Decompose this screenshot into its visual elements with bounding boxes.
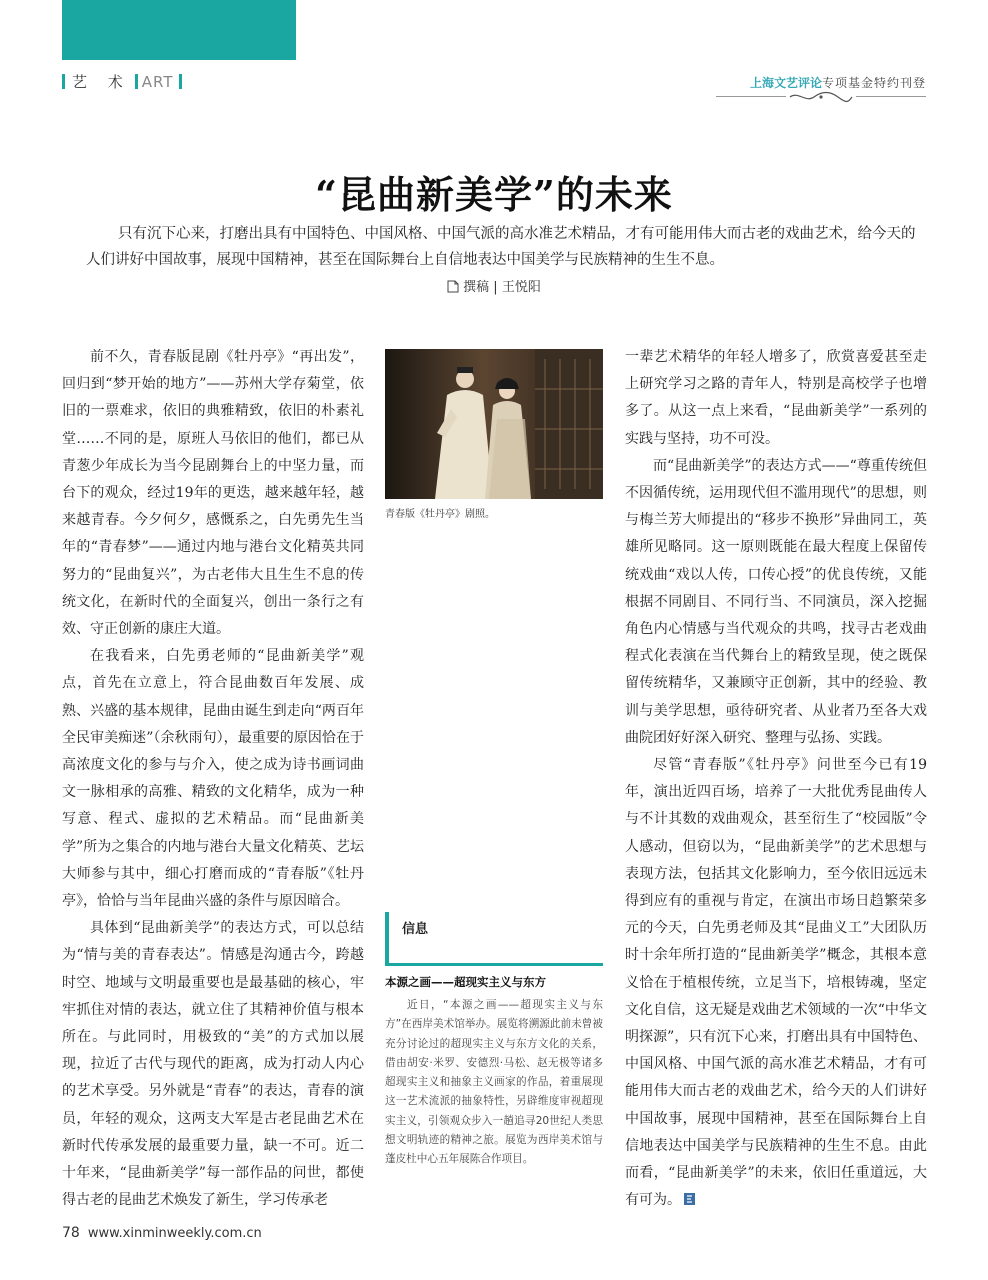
- section-tag: [62, 71, 182, 92]
- section-label-en: ART: [141, 73, 174, 91]
- ornament-icon: [786, 90, 856, 104]
- left-column: [62, 344, 364, 1215]
- info-body: 近日，“本源之画——超现实主义与东方”在西岸美术馆举办。展览将溯源此前未曾被充分讨论过的超现实主义与东方文化的关系，借由胡安·米罗、安德烈·马松、赵无极等诸多超现实主义和抽象主义画家的作品，着重展现这一艺术流派的抽象特性，另辟维度审视超现实主义，引领观众步入一趟追寻20世纪人类思想文明轨迹的精神之旅。展览为西岸美术馆与蓬皮杜中心五年展陈合作项目。: [385, 999, 603, 1166]
- info-box: [385, 912, 603, 1166]
- article-lead: 只有沉下心来，打磨出具有中国特色、中国风格、中国气派的高水准艺术精品，才有可能用伟大而古老的戏曲艺术，给今天的人们讲好中国故事，展现中国精神，甚至在国际舞台上自信地表达中国美学与民族精神的生生不息。: [86, 226, 916, 268]
- stage-photo: [385, 349, 603, 499]
- sponsor-banner: [716, 74, 926, 91]
- body-paragraph: 具体到“昆曲新美学”的表达方式，可以总结为“情与美的青春表达”。情感是沟通古今，跨越时空、地域与文明最重要也是最基础的核心，牢牢抓住对情的表达，就立住了其精神价值与根本所在。与此同时，用极致的“美”的方式加以展现，拉近了古代与现代的距离，成为打动人内心的艺术享受。另外就是“青春”的表达，青春的演员，年轻的观众，这两支大军是古老昆曲艺术在新时代传承发展的最重要力量，缺一不可。近二十年来，“昆曲新美学”每一部作品的问世，都使得古老的昆曲艺术焕发了新生，学习传承老: [62, 920, 364, 1209]
- page-number: 78: [62, 1225, 80, 1241]
- byline-label: 撰稿: [463, 280, 490, 295]
- end-mark-icon: [684, 1193, 695, 1205]
- byline: [0, 276, 988, 295]
- section-label-zh: 艺 术: [72, 73, 131, 91]
- body-paragraph: [625, 752, 927, 1214]
- section-bar: [62, 74, 65, 89]
- page-footer: [62, 1225, 262, 1241]
- body-paragraph: 而“昆曲新美学”的表达方式——“尊重传统但不因循传统，运用现代但不滥用现代”的思想，则与梅兰芳大师提出的“移步不换形”异曲同工，英雄所见略同。这一原则既能在最大程度上保留传统戏曲“戏以人传，口传心授”的优良传统，又能根据不同剧目、不同行当、不同演员，深入挖掘角色内心情感与当代观众的共鸣，找寻古老戏曲程式化表演在当代舞台上的精致呈现，使之既保留传统精华，又兼顾守正创新，其中的经验、教训与美学思想，亟待研究者、从业者乃至各大戏曲院团好好深入研究、整理与弘扬、实践。: [625, 457, 927, 746]
- body-paragraph: 在我看来，白先勇老师的“昆曲新美学”观点，首先在立意上，符合昆曲数百年发展、成熟、兴盛的基本规律，昆曲由诞生到走向“两百年全民审美痴迷”（余秋雨句），最重要的原因恰在于高浓度文化的参与与介入，使之成为诗书画词曲文一脉相承的高雅、精致的文化精华，成为一种写意、程式、虚拟的艺术精品。而“昆曲新美学”所为之集合的内地与港台大量文化精英、艺坛大师参与其中，细心打磨而成的“青春版”《牡丹亭》，恰恰与当年昆曲兴盛的条件与原因暗合。: [62, 648, 364, 910]
- body-paragraph-text: 尽管“青春版”《牡丹亭》问世至今已有19年，演出近四百场，培养了一大批优秀昆曲传人与不计其数的戏曲观众，甚至衍生了“校园版”令人感动，但窃以为，“昆曲新美学”的艺术思想与表现方法，包括其文化影响力，至今依旧远远未得到应有的重视与肯定，在演出市场日趋繁荣多元的今天，白先勇老师及其“昆曲义工”大团队历时十余年所打造的“昆曲新美学”概念，其根本意义恰在于植根传统，立足当下，培根铸魂，坚定文化自信，这无疑是戏曲艺术领域的一次“中华文明探源”，只有沉下心来，打磨出具有中国特色、中国风格、中国气派的高水准艺术精品，才有可能用伟大而古老的戏曲艺术，给今天的人们讲好中国故事，展现中国精神，甚至在国际舞台上自信地表达中国美学与民族精神的生生不息。由此而看，“昆曲新美学”的未来，依旧任重道远，大有可为。: [625, 757, 927, 1209]
- info-headline: 本源之画——超现实主义与东方: [385, 975, 546, 989]
- info-tab: [385, 912, 441, 964]
- header-color-block: [62, 0, 296, 60]
- right-column: [625, 344, 927, 1215]
- byline-separator: |: [493, 280, 498, 295]
- author-name: 王悦阳: [501, 280, 541, 295]
- site-url: www.xinminweekly.com.cn: [87, 1226, 262, 1241]
- sponsor-text: 专项基金特约刊登: [821, 76, 926, 90]
- pen-icon: [447, 280, 459, 293]
- body-paragraph: 前不久，青春版昆剧《牡丹亭》“再出发”，回归到“梦开始的地方”——苏州大学存菊堂，依旧的一票难求，依旧的典雅精致，依旧的朴素礼堂……不同的是，原班人马依旧的他们，都已从青葱少年成长为当今昆剧舞台上的中坚力量，而台下的观众，经过19年的更迭，越来越年轻，越来越青春。今夕何夕，感慨系之，白先勇先生当年的“青春梦”——通过内地与港台文化精英共同努力的“昆曲复兴”，为古老伟大且生生不息的传统文化，在新时代的全面复兴，创出一条行之有效、守正创新的康庄大道。: [62, 349, 364, 638]
- photo-caption: 青春版《牡丹亭》剧照。: [385, 509, 495, 520]
- section-bar: [179, 74, 182, 89]
- sponsor-brand: 上海文艺评论: [749, 76, 822, 90]
- info-tab-label: 信息: [402, 922, 429, 937]
- section-bar: [135, 74, 138, 89]
- body-paragraph: 一辈艺术精华的年轻人增多了，欣赏喜爱甚至走上研究学习之路的青年人，特别是高校学子也增多了。从这一点上来看，“昆曲新美学”一系列的实践与坚持，功不可没。: [625, 349, 927, 447]
- info-rule: [385, 963, 603, 966]
- article-title: “昆曲新美学”的未来: [315, 172, 673, 217]
